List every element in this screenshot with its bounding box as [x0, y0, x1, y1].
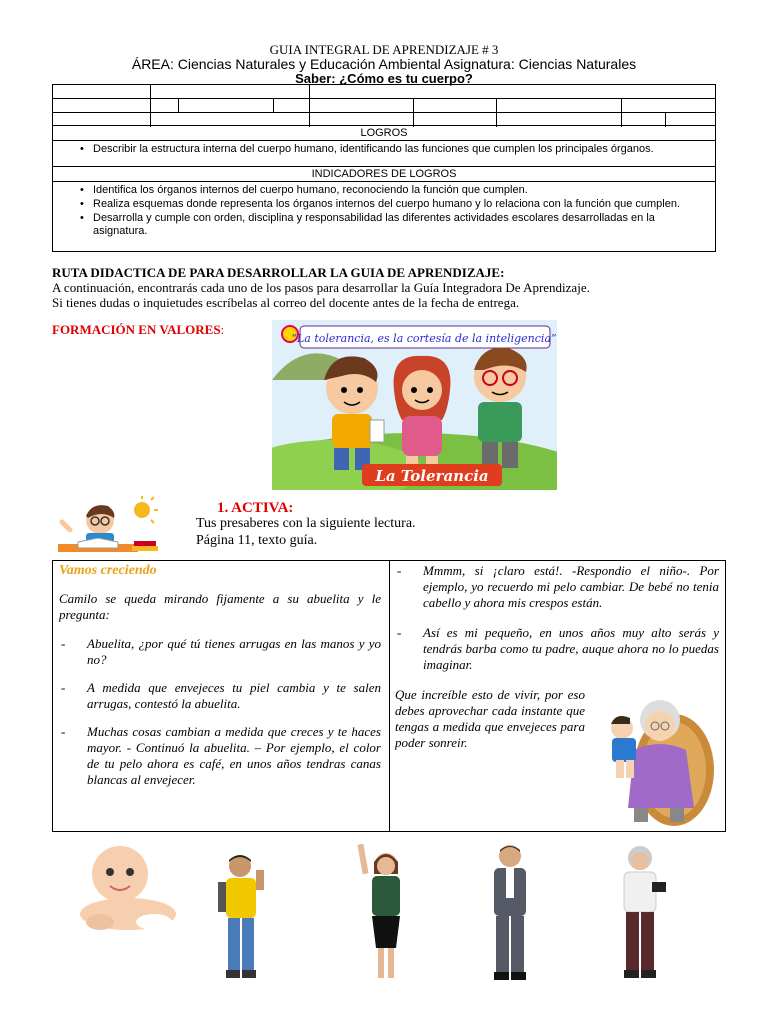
ruta-title: RUTA DIDACTICA DE PARA DESARROLLAR LA GUIA DE APRENDIZAJE: [52, 265, 505, 280]
grid-line [665, 112, 666, 127]
grid-line [53, 112, 715, 113]
woman-photo [354, 844, 412, 984]
activa-line-2: Página 11, texto guía. [196, 533, 318, 548]
grid-line [273, 98, 274, 112]
grid-line [621, 98, 622, 127]
story-text: Así es mi pequeño, en unos años muy alto serás y tendrás barba como tu padre, auque ahora no lo puedas imaginar. [423, 625, 719, 672]
ruta-line-2: Si tienes dudas o inquietudes escríbelas al correo del docente antes de la fecha de entrega. [52, 295, 520, 310]
story-text: Muchas cosas cambian a medida que creces y te haces mayor. - Continuó la abuelita. – Por ejemplo, el color de tu pelo ahora es café, en unos años tendras canas blancas al envejecer. [87, 724, 381, 787]
guide-title: GUIA INTEGRAL DE APRENDIZAJE # 3 [269, 42, 499, 57]
story-divider [389, 561, 390, 831]
grid-line [496, 98, 497, 127]
indicador-item: • Realiza esquemas donde representa los órganos internos del cuerpo humano y lo relaciona con la función que cumplen. [53, 198, 707, 211]
story-paragraph [395, 563, 719, 611]
tolerance-quote: “La tolerancia, es la cortesía de la inteligencia” [291, 332, 557, 345]
valores-label: FORMACIÓN EN VALORES [52, 322, 221, 337]
saber-label: Saber: [295, 71, 336, 86]
logros-box [52, 126, 716, 167]
story-text: Mmmm, si ¡claro está!. -Respondio el niño-. Por ejemplo, yo recuerdo mi pelo cambiar. De bebé no tenia cabello y ahora mis crespos están. [423, 563, 719, 610]
ruta-line-1: A continuación, encontrarás cada uno de los pasos para desarrollar la Guía Integradora De Aprendizaje. [52, 280, 590, 295]
grid-line [53, 98, 715, 99]
valores-heading [52, 322, 224, 338]
dialogue-dash: - [397, 563, 402, 578]
tolerance-illustration [272, 320, 557, 490]
grid-line [178, 98, 179, 112]
elderly-woman-photo [614, 844, 674, 980]
grid-line [150, 85, 151, 127]
grid-line [309, 85, 310, 127]
logros-list [53, 141, 715, 159]
ruta-section [52, 265, 590, 310]
grandma-child-illustration [594, 690, 716, 830]
indicadores-list [53, 182, 715, 241]
logro-item: • Describir la estructura interna del cuerpo humano, identificando las funciones que cumplen los principales órganos. [53, 143, 707, 156]
story-text: A medida que envejeces tu piel cambia y te salen arrugas, contestó la abuelita. [87, 680, 381, 711]
logros-title: LOGROS [53, 126, 715, 141]
story-paragraph [395, 625, 719, 673]
story-intro: Camilo se queda mirando fijamente a su abuelita y le pregunta: [59, 591, 381, 622]
indicador-item: • Desarrolla y cumple con orden, disciplina y responsabilidad las diferentes actividades escolares desarrolladas en la asignatura. [53, 212, 707, 238]
area-line: ÁREA: Ciencias Naturales y Educación Ambiental Asignatura: Ciencias Naturales [131, 56, 637, 72]
activa-title: 1. ACTIVA: [217, 500, 294, 516]
saber-value: ¿Cómo es tu cuerpo? [339, 71, 473, 86]
story-paragraph [59, 680, 381, 712]
dialogue-dash: - [61, 724, 66, 739]
story-text: Abuelita, ¿por qué tú tienes arrugas en las manos y yo no? [87, 636, 381, 667]
dialogue-dash: - [61, 636, 66, 651]
student-reading-illustration [52, 496, 162, 558]
dialogue-dash: - [397, 625, 402, 640]
story-paragraph [59, 724, 381, 788]
indicador-item: • Identifica los órganos internos del cuerpo humano, reconociendo la función que cumplen. [53, 184, 707, 197]
man-photo [486, 842, 536, 982]
dialogue-dash: - [61, 680, 66, 695]
indicadores-title: INDICADORES DE LOGROS [53, 167, 715, 182]
grid-line [413, 98, 414, 127]
tolerance-banner: La Tolerancia [375, 467, 489, 485]
indicadores-box [52, 166, 716, 252]
story-title: Vamos creciendo [59, 563, 157, 578]
boy-photo [214, 852, 268, 980]
baby-photo [70, 842, 180, 932]
valores-colon: : [220, 322, 225, 337]
info-grid [52, 84, 716, 126]
story-closing: Que increíble esto de vivir, por eso debes aprovechar cada instante que tengas a medida que envejeces para poder sonreir. [395, 687, 585, 750]
story-paragraph [59, 636, 381, 668]
story-left-column [59, 561, 381, 788]
activa-line-1: Tus presaberes con la siguiente lectura. [196, 516, 416, 531]
